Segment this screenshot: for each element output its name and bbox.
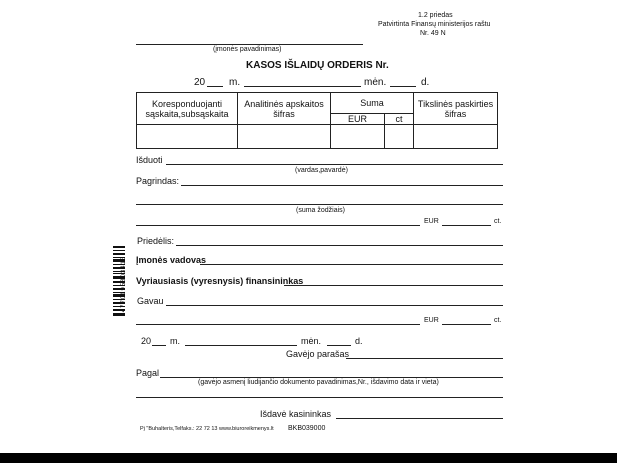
isdave-label: Išdavė kasininkas [260, 409, 332, 419]
approval-line2: Patvirtinta Finansų ministerijos raštu [378, 21, 491, 28]
cell-ct[interactable] [385, 125, 414, 149]
date2-day-field[interactable] [327, 345, 351, 346]
col-korespondencija: Koresponduojanti sąskaita,subsąskaita [137, 93, 238, 125]
vadovas-label: Įmonės vadovas [136, 255, 207, 265]
col-analitine: Analitinės apskaitos šifras [238, 93, 331, 125]
page-title: KASOS IŠLAIDŲ ORDERIS Nr. [246, 60, 389, 71]
isduoti-field[interactable] [166, 164, 503, 165]
footer-publisher: Pį "Buhalteris,Telfaks.: 22 72 13 www.biuroreikmenys.lt [140, 426, 274, 432]
gavejo-parasas-field[interactable] [346, 358, 503, 359]
date2-d-label: d. [355, 336, 363, 346]
cell-tiksline[interactable] [414, 125, 498, 149]
date2-year-field[interactable] [152, 345, 166, 346]
cell-eur[interactable] [331, 125, 385, 149]
eur-amount-2[interactable] [442, 324, 491, 325]
date2-m-label: m. [170, 336, 180, 346]
col-eur: EUR [331, 114, 385, 125]
date-d-label: d. [421, 77, 430, 88]
date-month-field[interactable] [244, 86, 361, 87]
date-m-label: m. [229, 77, 241, 88]
company-name-line[interactable] [136, 44, 363, 45]
gavejo-parasas-label: Gavėjo parašas [286, 349, 350, 359]
accounts-table [136, 92, 498, 149]
pagrindas-field[interactable] [181, 185, 503, 186]
ct-label-2: ct. [494, 317, 502, 324]
pagal-field[interactable] [160, 377, 503, 378]
date-men-label: mėn. [364, 77, 387, 88]
cell-analitine[interactable] [238, 125, 331, 149]
date-year-field[interactable] [207, 86, 223, 87]
footer-code: BKB039000 [288, 425, 326, 432]
gavau-label: Gavau [137, 296, 164, 306]
suma-caption: (suma žodžiais) [296, 207, 346, 214]
date-day-field[interactable] [390, 86, 416, 87]
eur-label-1: EUR [424, 218, 439, 225]
pagrindas-label: Pagrindas: [136, 176, 180, 186]
date2-men-label: mėn. [301, 336, 322, 346]
ct-label-1: ct. [494, 218, 502, 225]
finansininkas-field[interactable] [284, 285, 503, 286]
col-tiksline: Tikslinės paskirties šifras [414, 93, 498, 125]
pagal-label: Pagal [136, 368, 160, 378]
eur-label-2: EUR [424, 317, 439, 324]
approval-line3: Nr. 49 N [420, 30, 446, 37]
suma-line-2[interactable] [136, 225, 420, 226]
date2-prefix: 20 [141, 336, 152, 346]
col-suma: Suma [331, 93, 414, 114]
barcode-number: 4770195803416 [121, 255, 128, 313]
finansininkas-label: Vyriausiasis (vyresnysis) finansininkas [136, 276, 304, 286]
gavau-line-2[interactable] [136, 324, 420, 325]
pagal-line-2[interactable] [136, 397, 503, 398]
date2-month-field[interactable] [185, 345, 297, 346]
vardas-caption: (vardas,pavardė) [295, 167, 348, 174]
col-ct: ct [385, 114, 414, 125]
gavau-field[interactable] [166, 305, 503, 306]
pagal-caption: (gavėjo asmenį liudijančio dokumento pavadinimas,Nr., išdavimo data ir vieta) [198, 379, 439, 386]
cell-korespondencija[interactable] [137, 125, 238, 149]
isduoti-label: Išduoti [136, 155, 163, 165]
company-caption: (įmonės pavadinimas) [213, 46, 282, 53]
date-year-prefix: 20 [194, 77, 206, 88]
priedelis-label: Priedėlis: [137, 236, 175, 246]
bottom-bar [0, 453, 617, 463]
approval-line1: 1.2 priedas [418, 12, 453, 19]
priedelis-field[interactable] [176, 245, 503, 246]
eur-amount-1[interactable] [442, 225, 491, 226]
suma-zodziais-field[interactable] [136, 204, 503, 205]
isdave-field[interactable] [336, 418, 503, 419]
vadovas-field[interactable] [200, 264, 503, 265]
